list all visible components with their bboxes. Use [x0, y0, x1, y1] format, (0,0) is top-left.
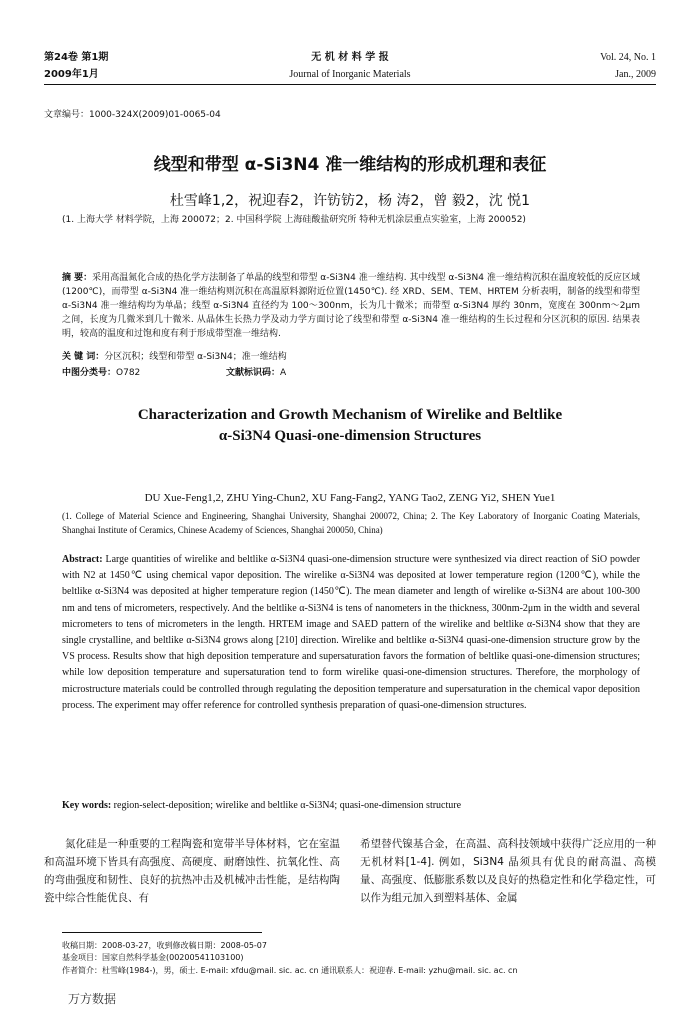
article-number: 文章编号：1000-324X(2009)01-0065-04 — [44, 110, 221, 120]
keywords-zh — [62, 352, 287, 363]
doc-code-value: A — [280, 368, 287, 378]
title-zh: 线型和带型 α-Si3N4 准一维结构的形成机理和表征 — [153, 155, 547, 175]
affiliation-zh: (1. 上海大学 材料学院，上海 200072；2. 中国科学院 上海硅酸盐研究所 特种无机涂层重点实验室，上海 200052) — [62, 215, 526, 225]
authors-en: DU Xue-Feng1,2, ZHU Ying-Chun2, XU Fang-Fang2, YANG Tao2, ZENG Yi2, SHEN Yue1 — [144, 492, 556, 504]
journal-date: 2009年1月 — [44, 69, 99, 80]
journal-name-zh: 无 机 材 料 学 报 — [311, 52, 389, 63]
footnote-author: 作者简介：杜雪峰(1984-)，男，硕士. E-mail: xfdu@mail. sic. ac. cn 通讯联系人：祝迎春. E-mail: yzhu@mail. sic. ac. cn — [62, 965, 518, 975]
abstract-en-label: Abstract: — [62, 554, 103, 565]
body-column-right: 希望替代镍基合金，在高温、高科技领域中获得广泛应用的一种无机材料[1-4]. 例如，Si3N4 晶须具有优良的耐高温、高模量、高强度、低膨胀系数以及良好的热稳定性和化学稳定性，可以作为组元加入到塑料基体、金属 — [360, 838, 656, 905]
authors-zh: 杜雪峰1,2，祝迎春2，许钫钫2，杨 涛2，曾 毅2，沈 悦1 — [169, 193, 531, 209]
title-en-line2: α-Si3N4 Quasi-one-dimension Structures — [218, 428, 482, 444]
keywords-en-text: region-select-deposition; wirelike and beltlike α-Si3N4; quasi-one-dimension structure — [113, 800, 462, 811]
keywords-zh-text: 分区沉积；线型和带型 α-Si3N4；准一维结构 — [104, 352, 287, 362]
doc-code-label: 文献标识码： — [226, 368, 281, 378]
clc-value: O782 — [116, 368, 141, 378]
body-column-left: 氮化硅是一种重要的工程陶瓷和宽带半导体材料，它在室温和高温环境下皆具有高强度、高硬度、耐磨蚀性、抗氧化性、高的弯曲强度和韧性、良好的抗热冲击及机械冲击性能，是结构陶瓷中综合性能优良、有 — [44, 838, 340, 905]
abstract-en-text: Large quantities of wirelike and beltlike α-Si3N4 quasi-one-dimension structure were synthesized via direct reaction of SiO powder with N2 at 1450℃ using chemical vapor deposition. The wirelike α-Si3N4 was deposited at lower temperature region (1200℃), while the beltlike α-Si3N4 was deposited at higher temperature region (1450℃). The mean diameter and length of wirelike α-Si3N4 are about 100-300 nm and tens of micrometers, respectively. And the beltlike α-Si3N4 is tens of nanometers in the thickness, 300nm-2μm in the width and several micrometers to tens of micrometers in the length. HRTEM image and SAED pattern of the wirelike and beltlike α-Si3N4 show that they are single crystalline, and beltlike α-Si3N4 grows along [210] direction. Wirelike and beltlike α-Si3N4 quasi-one-dimension structure grow by the VS process. Results show that high deposition temperature and supersaturation favors the formation of beltlike quasi-one-dimension structures; while low deposition temperature and supersaturation tend to form wirelike quasi-one-dimension structures. Therefore, the morphology of microstructure materials could be controlled through regulating the deposition temperature and supersaturation in the chemical vapor deposition process. The experiment may offer reference for controlled synthesis preparation of quasi-one-dimension structures. — [62, 554, 640, 711]
footnote — [62, 940, 656, 977]
abstract-zh-text: 采用高温氮化合成的热化学方法制备了单晶的线型和带型 α-Si3N4 准一维结构. 其中线型 α-Si3N4 准一维结构沉积在温度较低的反应区域(1200℃)，而带型 α-Si3N4 准一维结构则沉积在高温原料源附近位置(1450℃). 经 XRD、SEM、TEM、HRTEM 分析表明，制备的线型和带型 α-Si3N4 准一维结构均为单晶；线型 α-Si3N4 直径约为 100～300nm，长为几十微米；而带型 α-Si3N4 厚约 30nm，宽度在 300nm～2μm 之间，长度为几微米到几十微米. 从晶体生长热力学及动力学方面讨论了线型和带型 α-Si3N4 准一维结构的生长过程和分区沉积的原因. 结果表明，较高的温度和过饱和度有利于形成带型准一维结构. — [62, 273, 640, 339]
volume-number: Vol. 24, No. 1 — [600, 52, 656, 63]
journal-volume: 第24卷 第1期 — [44, 52, 109, 63]
issue-date: Jan., 2009 — [615, 69, 656, 80]
keywords-zh-label: 关 键 词： — [62, 352, 105, 362]
journal-name-en: Journal of Inorganic Materials — [289, 69, 411, 80]
footnote-received: 收稿日期：2008-03-27，收到修改稿日期：2008-05-07 — [62, 941, 267, 950]
keywords-en-label: Key words: — [62, 800, 112, 811]
classification-row — [62, 368, 286, 379]
watermark: 万方数据 — [68, 992, 117, 1006]
title-en-line1: Characterization and Growth Mechanism of Wirelike and Beltlike — [137, 407, 563, 423]
header-rule — [44, 84, 656, 85]
clc-label: 中图分类号： — [62, 368, 117, 378]
abstract-zh-label: 摘 要： — [62, 273, 93, 283]
keywords-en — [62, 800, 640, 811]
abstract-en — [62, 552, 640, 714]
abstract-zh — [62, 272, 640, 342]
footnote-funding: 基金项目：国家自然科学基金(00200541103100) — [62, 953, 244, 963]
footnote-rule — [62, 932, 262, 933]
affiliation-en: (1. College of Material Science and Engineering, Shanghai University, Shanghai 200072, China; 2. The Key Laboratory of Inorganic Coating Materials, Shanghai Institute of Ceramics, Chinese Academy of Sciences, Shanghai 200050, China) — [62, 511, 640, 535]
